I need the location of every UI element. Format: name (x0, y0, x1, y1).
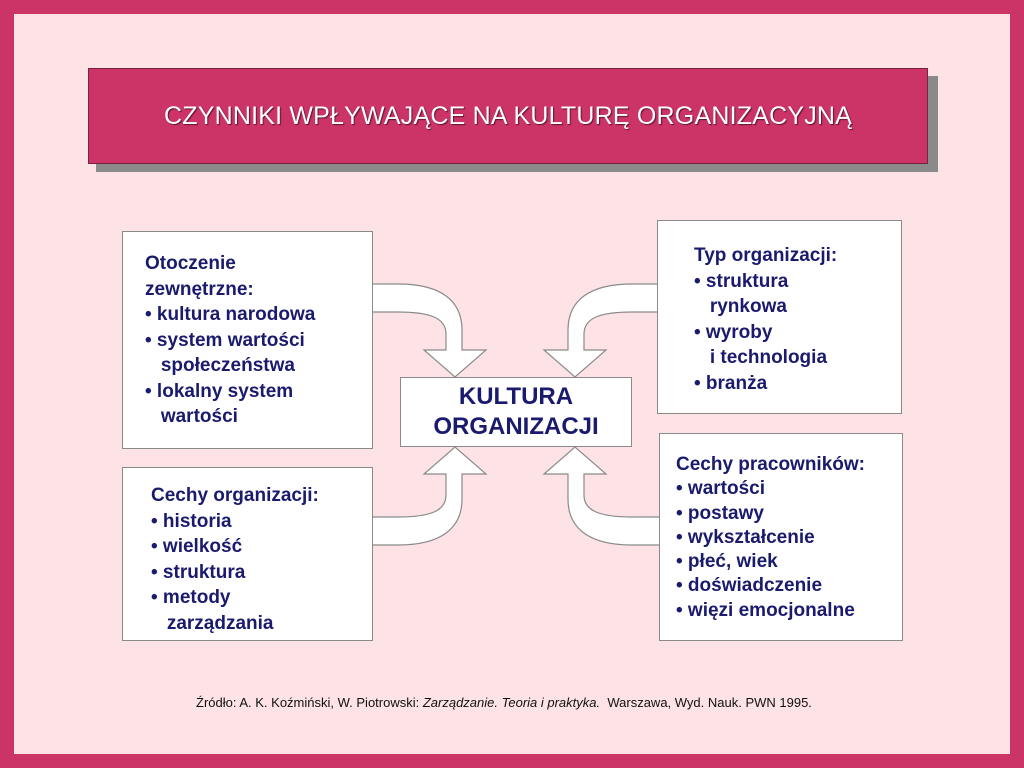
arrow-bottom-left (372, 447, 486, 545)
box-line: • kultura narodowa (145, 304, 316, 325)
box-external-environment (122, 231, 373, 449)
box-line: • wartości (676, 478, 766, 500)
box-line: Typ organizacji: (694, 245, 838, 266)
box-line: zewnętrzne: (145, 278, 254, 300)
box-line: wartości (145, 406, 238, 427)
box-line: i technologia (694, 347, 828, 368)
page-title: CZYNNIKI WPŁYWAJĄCE NA KULTURĘ ORGANIZACYJNĄ (163, 101, 853, 130)
arrow-bottom-right (544, 447, 660, 545)
box-line: • wyroby (694, 321, 773, 343)
box-line: • system wartości (145, 329, 305, 351)
box-line: społeczeństwa (145, 355, 295, 376)
arrow-top-right (544, 284, 658, 377)
box-line: • wykształcenie (676, 526, 815, 548)
box-line: • doświadczenie (676, 575, 823, 597)
box-line: • lokalny system (145, 380, 294, 402)
box-line: Otoczenie (145, 253, 236, 274)
box-line: • postawy (676, 502, 764, 524)
box-employee-features (659, 433, 903, 641)
source-prefix: Źródło: A. K. Koźmiński, W. Piotrowski: (196, 695, 423, 710)
box-line: • struktura (694, 270, 789, 292)
box-line: zarządzania (151, 612, 274, 634)
box-line: • struktura (151, 561, 246, 583)
box-organization-type (657, 220, 902, 414)
source-suffix: Warszawa, Wyd. Nauk. PWN 1995. (600, 695, 812, 710)
source-citation (196, 695, 812, 710)
box-organization-features (122, 467, 373, 641)
box-line: rynkowa (694, 296, 787, 317)
source-title: Zarządzanie. Teoria i praktyka. (422, 695, 601, 710)
box-line: • metody (151, 587, 231, 608)
arrow-top-left (372, 284, 486, 377)
box-line: • więzi emocjonalne (676, 599, 855, 621)
box-line: Cechy pracowników: (676, 454, 865, 475)
box-line: • wielkość (151, 536, 243, 557)
box-line: • historia (151, 510, 232, 532)
center-box-organizational-culture (400, 377, 632, 447)
box-line: Cechy organizacji: (151, 485, 319, 506)
center-line-1: KULTURA (458, 383, 574, 410)
center-line-2: ORGANIZACJI (433, 413, 599, 440)
box-line: • płeć, wiek (676, 551, 778, 573)
box-line: • branża (694, 372, 768, 394)
